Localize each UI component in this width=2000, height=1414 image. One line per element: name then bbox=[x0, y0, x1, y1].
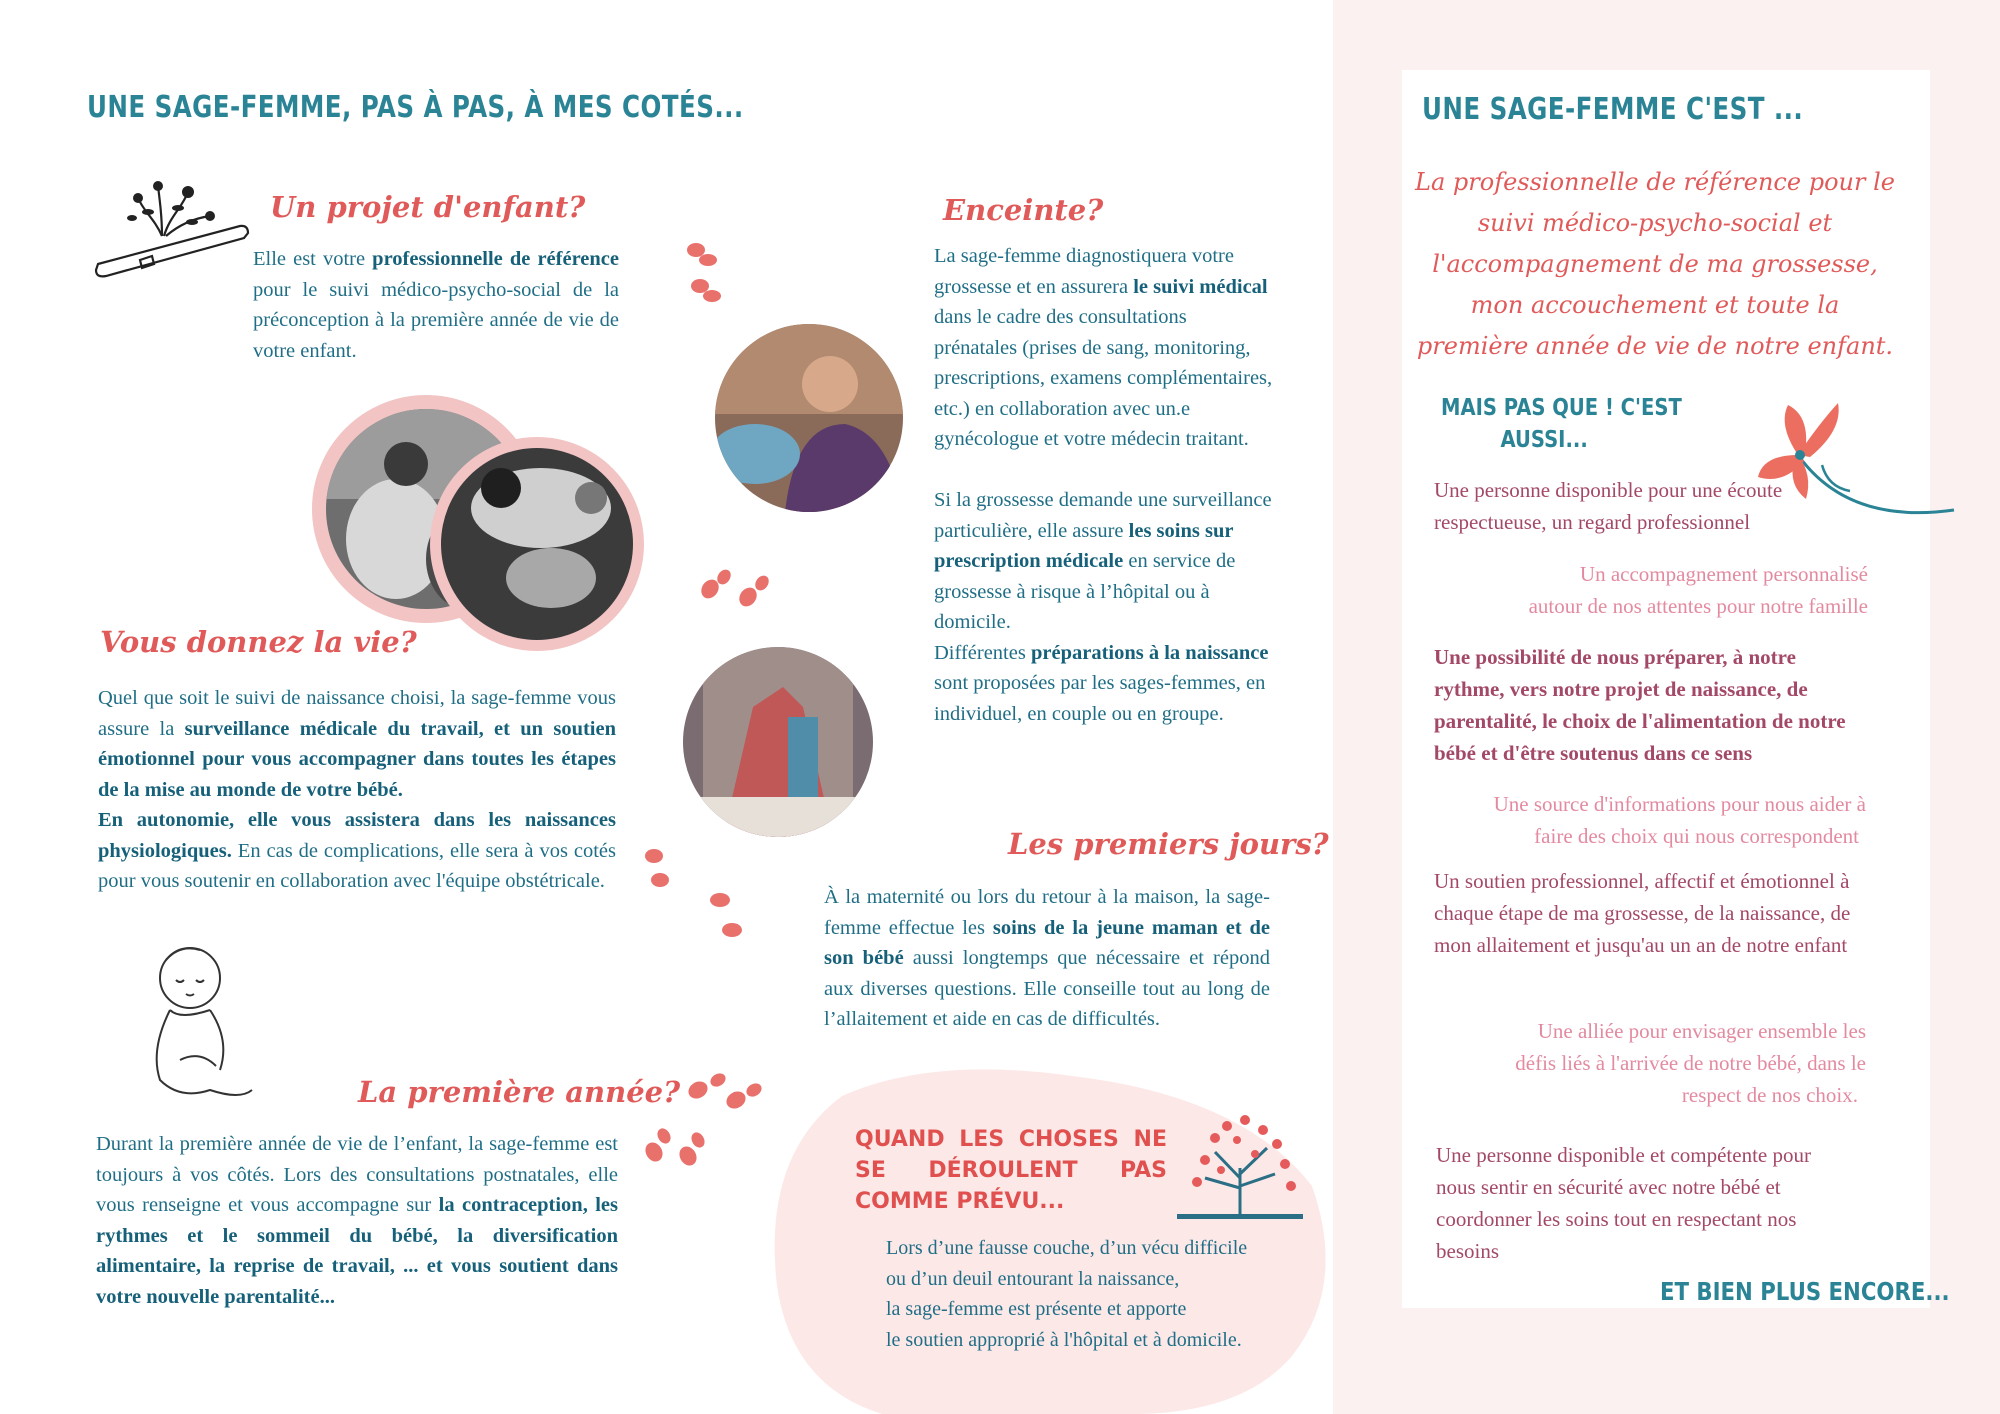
vie-title: Vous donnez la vie? bbox=[100, 625, 417, 659]
prevu-title: QUAND LES CHOSES NE SE DÉROULENT PAS COMME PRÉVU... bbox=[855, 1127, 1167, 1214]
annee-text: Durant la première année de vie de l’enfant, la sage-femme est toujours à vos côtés. Lors des consultations postnatales, elle vous renseigne et vous accompagne sur la contraception, les rythmes et le sommeil du bébé, la diversification alimentaire, la reprise de travail, ... et vous soutient dans votre nouvelle parentalité... bbox=[96, 1133, 619, 1308]
enceinte-text: La sage-femme diagnostiquera votre grossesse et en assurera le suivi médical dans le cadre des consultations prénatales (prises de sang, monitoring, prescriptions, examens complémentaires, etc.) en collaboration avec un.e gynécologue et votre médecin traitant. Si la grossesse demande une surveillance particulière, elle assure les soins sur prescription médicale en service de grossesse à risque à l’hôpital ou à domicile. Différentes préparations à la naissance sont proposées par les sages-femmes, en individuel, en couple ou en groupe. bbox=[934, 245, 1273, 725]
projet-text: Elle est votre professionnelle de référence pour le suivi médico-psycho-social de la préconception à la première année de vie de votre enfant. bbox=[253, 248, 619, 362]
annee-title: La première année? bbox=[358, 1075, 681, 1109]
right-tagline: La professionnelle de référence pour le suivi médico-psycho-social et l'accompagnement de ma grossesse, mon accouchement et toute la première année de vie de notre enfant. bbox=[1415, 168, 1895, 360]
right-footer: ET BIEN PLUS ENCORE... bbox=[1660, 1277, 1950, 1306]
footprints-icon bbox=[678, 240, 738, 310]
footprints-icon bbox=[684, 1064, 764, 1114]
heart-tree-icon bbox=[1175, 1108, 1305, 1224]
jours-text: À la maternité ou lors du retour à la maison, la sage-femme effectue les soins de la jeune maman et de son bébé aussi longtemps que nécessaire et répond aux diverses questions. Elle conseille tout au long de l’allaitement et aide en cas de difficultés. bbox=[824, 886, 1270, 1030]
baby-drawing-icon bbox=[140, 940, 260, 1105]
footprints-icon bbox=[638, 1124, 718, 1174]
pregnancy-test-flowers-icon bbox=[92, 178, 252, 283]
right-title: UNE SAGE-FEMME C'EST ... bbox=[1422, 92, 1804, 127]
photo-midwife bbox=[715, 324, 903, 512]
prevu-text: Lors d’une fausse couche, d’un vécu difficile ou d’un deuil entourant la naissance, la sage-femme est présente et apporte le soutien approprié à l'hôpital et à domicile. bbox=[886, 1237, 1248, 1351]
enceinte-title: Enceinte? bbox=[943, 193, 1104, 227]
right-p1: Une personne disponible pour une écoute respectueuse, un regard professionnel bbox=[1434, 478, 1783, 534]
projet-title: Un projet d'enfant? bbox=[270, 190, 586, 224]
right-p6: Une alliée pour envisager ensemble les défis liés à l'arrivée de notre bébé, dans le respect de nos choix. bbox=[1515, 1019, 1866, 1107]
photo-birth bbox=[430, 437, 644, 651]
footprints-icon bbox=[636, 840, 756, 960]
right-p7: Une personne disponible et compétente pour nous sentir en sécurité avec notre bébé et coordonner les soins tout en respectant nos besoins bbox=[1436, 1143, 1811, 1263]
right-p3: Une possibilité de nous préparer, à notre rythme, vers notre projet de naissance, de parentalité, le choix de l'alimentation de notre bébé et d'être soutenus dans ce sens bbox=[1434, 645, 1846, 765]
photo-preparation bbox=[683, 647, 873, 837]
right-p4: Une source d'informations pour nous aider à faire des choix qui nous correspondent bbox=[1493, 792, 1866, 848]
vie-text: Quel que soit le suivi de naissance choisi, la sage-femme vous assure la surveillance médicale du travail, et un soutien émotionnel pour vous accompagner dans toutes les étapes de la mise au monde de votre bébé. En autonomie, elle vous assistera dans les naissances physiologiques. En cas de complications, elle sera à vos cotés pour vous soutenir en collaboration avec l'équipe obstétricale. bbox=[98, 687, 616, 892]
jours-title: Les premiers jours? bbox=[1008, 827, 1329, 861]
mais-pas-que: MAIS PAS QUE ! C'EST AUSSI... bbox=[1441, 395, 1682, 453]
footprints-icon bbox=[696, 565, 776, 615]
right-p2: Un accompagnement personnalisé autour de nos attentes pour notre famille bbox=[1528, 562, 1868, 618]
right-p5: Un soutien professionnel, affectif et émotionnel à chaque étape de ma grossesse, de la naissance, de mon allaitement et jusqu'au un an de notre enfant bbox=[1434, 869, 1851, 957]
main-title: UNE SAGE-FEMME, PAS À PAS, À MES COTÉS... bbox=[87, 90, 744, 125]
